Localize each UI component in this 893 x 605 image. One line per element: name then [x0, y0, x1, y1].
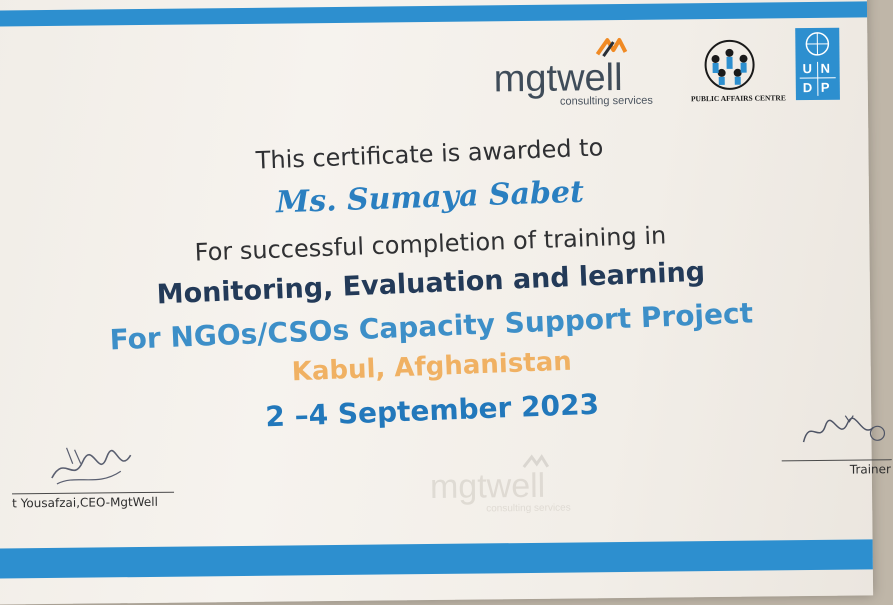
mgtwell-mark-icon [597, 40, 625, 56]
mgtwell-watermark-tagline: consulting services [486, 503, 571, 515]
mgtwell-tagline: consulting services [560, 95, 654, 108]
ceo-signature [46, 439, 137, 492]
course-title: Monitoring, Evaluation and learning [10, 250, 853, 316]
trainer-signature [797, 411, 887, 456]
people-circle-icon [705, 41, 754, 90]
undp-letter-n: N [821, 61, 831, 76]
training-dates: 2 –4 September 2023 [11, 378, 854, 443]
certificate-content [7, 8, 855, 577]
awarded-line: This certificate is awarded to [8, 124, 850, 184]
undp-logo [793, 26, 854, 105]
un-emblem-icon [806, 33, 828, 55]
location: Kabul, Afghanistan [10, 336, 853, 398]
public-affairs-centre-label: PUBLIC AFFAIRS CENTRE [691, 93, 786, 103]
mgtwell-watermark-wordmark: mgtwell [430, 467, 546, 506]
mgtwell-watermark-mark-icon [524, 457, 548, 467]
trainer-signature-label: Trainer [850, 462, 891, 476]
mgtwell-logo [487, 35, 693, 111]
undp-letter-u: U [803, 61, 813, 76]
public-affairs-centre-logo [687, 34, 798, 115]
undp-letter-p: P [821, 80, 830, 95]
project-title: For NGOs/CSOs Capacity Support Project [10, 292, 853, 360]
ceo-signature-label: t Yousafzai,CEO-MgtWell [12, 495, 158, 511]
recipient-name: Ms. Sumaya Sabet [9, 165, 852, 229]
completion-line: For successful completion of training in [9, 215, 851, 274]
mgtwell-wordmark: mgtwell [494, 57, 623, 100]
mgtwell-watermark-logo [426, 450, 597, 517]
trainer-signature-line [782, 459, 892, 461]
undp-letter-d: D [803, 80, 813, 95]
